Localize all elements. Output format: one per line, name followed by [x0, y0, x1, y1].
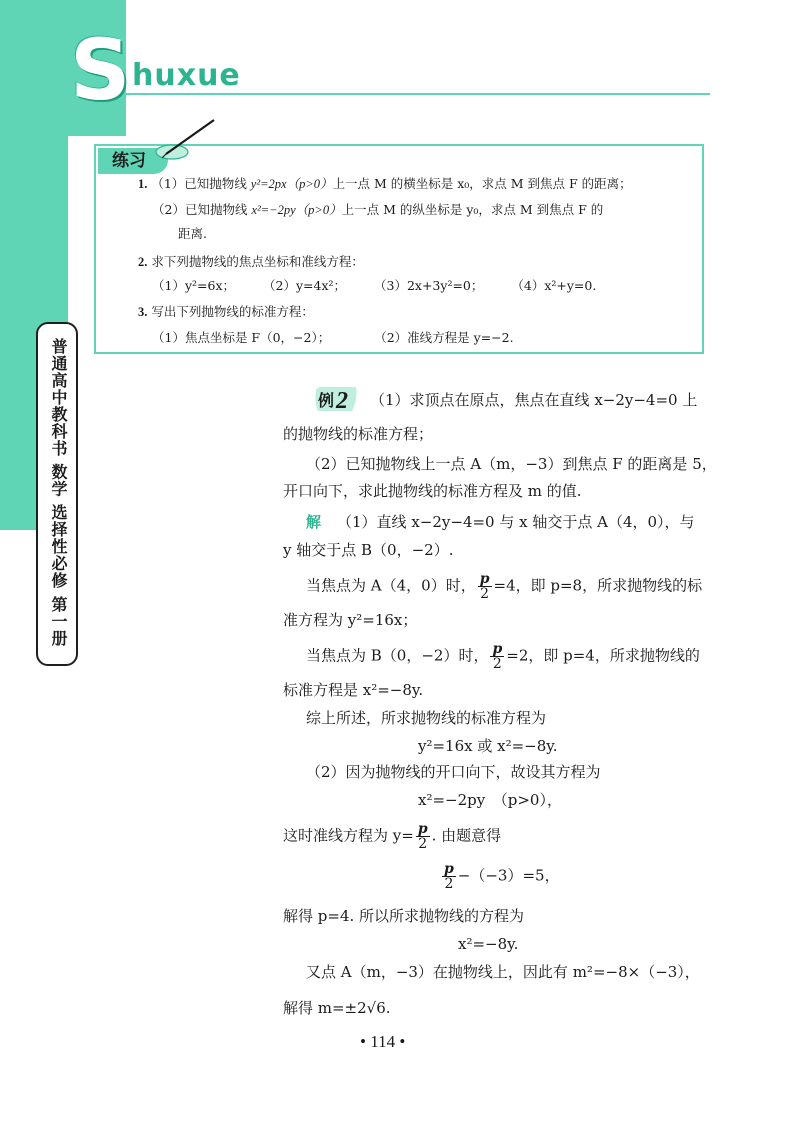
fraction-p-over-2: $\frac{p}{2}$ — [479, 571, 490, 602]
solution-2a: 当焦点为 A（4，0）时， $\frac{p}{2}$ =4，即 p=8，所求抛物线的标 — [306, 571, 703, 602]
solution-9: $\frac{p}{2}$ −（−3）=5， — [444, 861, 560, 892]
brand-initial: S — [70, 21, 131, 119]
fraction-p-over-2: $\frac{p}{2}$ — [444, 861, 454, 892]
practice-item-1a: 1. （1）已知抛物线 y²=2px（p>0）上一点 M 的横坐标是 x₀，求点 M 到焦点 F 的距离； — [138, 176, 632, 191]
solution-6: （2）因为抛物线的开口向下，故设其方程为 — [306, 763, 601, 781]
practice-box — [94, 144, 704, 354]
solution-4: 综上所述，所求抛物线的标准方程为 — [306, 709, 547, 727]
example-badge-number: 2 — [336, 388, 348, 413]
fraction-p-over-2: $\frac{p}{2}$ — [417, 821, 428, 852]
solution-1a: 解 （1）直线 x−2y−4=0 与 x 轴交于点 A（4，0），与 — [306, 513, 695, 531]
example-q1b: 的抛物线的标准方程； — [283, 425, 434, 443]
fraction-p-over-2: $\frac{p}{2}$ — [492, 641, 503, 672]
book-title-vertical: 普通高中教科书 数学 选择性必修 第一册 — [49, 338, 68, 647]
practice-item-1b: （2）已知抛物线 x²=−2py（p>0）上一点 M 的纵坐标是 y₀，求点 M 到焦点 F 的 — [152, 202, 604, 217]
solution-11: x²=−8y. — [458, 935, 519, 953]
brand-name: huxue — [132, 58, 241, 93]
practice-item-2-heading: 2. 求下列抛物线的焦点坐标和准线方程： — [138, 254, 364, 269]
solution-1b: y 轴交于点 B（0，−2）. — [283, 541, 454, 559]
solution-3a: 当焦点为 B（0，−2）时， $\frac{p}{2}$ =2，即 p=4，所求抛物线的 — [306, 641, 700, 672]
solution-10: 解得 p=4. 所以所求抛物线的方程为 — [283, 907, 525, 925]
practice-item-3-options: （1）焦点坐标是 F（0，−2）； （2）准线方程是 y=−2. — [152, 330, 514, 345]
solution-5: y²=16x 或 x²=−8y. — [418, 737, 558, 755]
practice-item-1c: 距离. — [178, 226, 207, 241]
solution-8: 这时准线方程为 y= $\frac{p}{2}$ . 由题意得 — [283, 821, 502, 852]
side-tab — [36, 322, 78, 666]
solution-label: 解 — [306, 513, 322, 531]
practice-title: 练习 — [112, 151, 146, 171]
example-q2b: 开口向下，求此抛物线的标准方程及 m 的值. — [283, 482, 582, 500]
practice-item-2-options: （1）y²=6x； （2）y=4x²； （3）2x+3y²=0； （4）x²+y=0. — [152, 278, 597, 293]
example-badge-prefix: 例 — [318, 391, 335, 410]
solution-12: 又点 A（m，−3）在抛物线上，因此有 m²=−8×（−3）， — [306, 963, 700, 981]
example-q2a: （2）已知抛物线上一点 A（m，−3）到焦点 F 的距离是 5， — [306, 455, 717, 473]
example-badge — [312, 385, 360, 413]
example-q1a: （1）求顶点在原点，焦点在直线 x−2y−4=0 上 — [370, 391, 698, 409]
solution-2b: 准方程为 y²=16x； — [283, 611, 418, 629]
practice-item-3-heading: 3. 写出下列抛物线的标准方程： — [138, 304, 314, 319]
solution-3b: 标准方程是 x²=−8y. — [283, 681, 424, 699]
solution-7: x²=−2py （p>0）， — [418, 791, 562, 809]
pen-icon — [152, 116, 218, 162]
header-rule — [100, 93, 710, 95]
page-number: • 114 • — [360, 1032, 406, 1051]
solution-13: 解得 m=±2√6. — [283, 999, 391, 1017]
